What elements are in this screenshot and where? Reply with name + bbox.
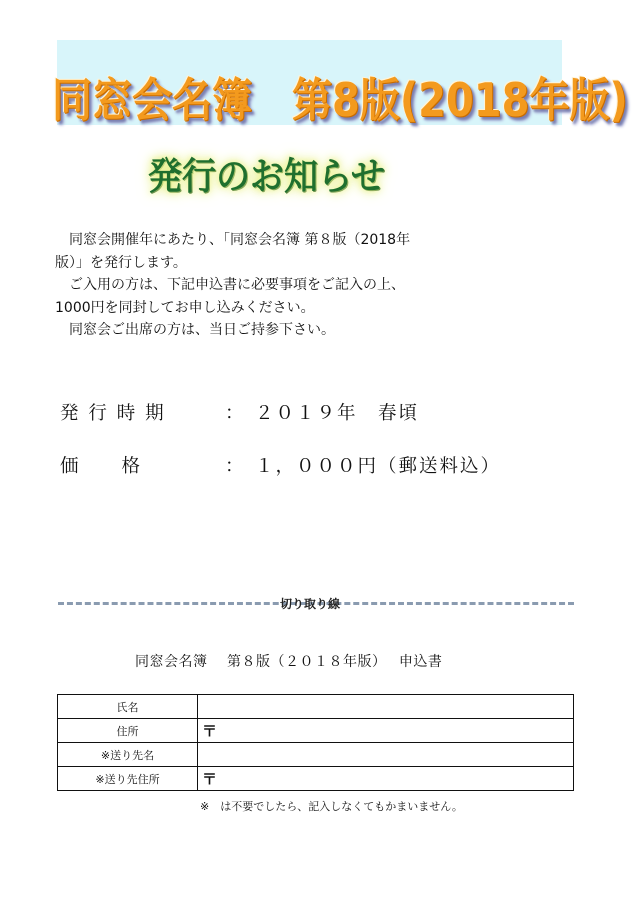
form-footnote: ※ は不要でしたら、記入しなくてもかまいません。 <box>200 800 463 813</box>
body-paragraph: 版）」を発行します。 <box>55 254 187 271</box>
page-subtitle: 発行のお知らせ <box>148 155 385 199</box>
price-line <box>60 452 580 478</box>
price-colon: ： <box>225 456 246 477</box>
application-form-title: 同窓会名簿 第８版（２０１８年版） 申込書 <box>135 654 443 670</box>
issue-date-colon: ： <box>225 403 246 424</box>
issue-date-label: 発 行 時 期 <box>60 403 166 424</box>
address-field[interactable]: 〒 <box>198 719 574 743</box>
form-row-recipient-address <box>58 767 574 791</box>
body-paragraph: ご入用の方は、下記申込書に必要事項をご記入の上、 <box>55 277 405 293</box>
form-row-name <box>58 695 574 719</box>
body-paragraph: 1000円を同封してお申し込みください。 <box>55 299 315 316</box>
issue-date-line <box>60 399 580 425</box>
price-value: １，０００円（郵送料込） <box>255 456 502 477</box>
announcement-body <box>55 229 515 342</box>
application-form-table <box>57 694 574 791</box>
name-label: 氏名 <box>58 695 198 719</box>
recipient-name-label: ※送り先名 <box>58 743 198 767</box>
cut-line-label: 切り取り線 <box>280 597 341 611</box>
name-field[interactable] <box>198 695 574 719</box>
recipient-address-field[interactable]: 〒 <box>198 767 574 791</box>
page-title: 同窓会名簿 第8版(2018年版) <box>52 74 628 128</box>
recipient-name-field[interactable] <box>198 743 574 767</box>
form-row-recipient-name <box>58 743 574 767</box>
issue-date-value: ２０１９年 春頃 <box>255 403 420 424</box>
address-label: 住所 <box>58 719 198 743</box>
recipient-address-label: ※送り先住所 <box>58 767 198 791</box>
body-paragraph: 同窓会開催年にあたり、「同窓会名簿 第８版（2018年 <box>55 232 411 248</box>
price-label: 価 格 <box>60 456 143 477</box>
form-row-address <box>58 719 574 743</box>
body-paragraph: 同窓会ご出席の方は、当日ご持参下さい。 <box>55 322 335 338</box>
